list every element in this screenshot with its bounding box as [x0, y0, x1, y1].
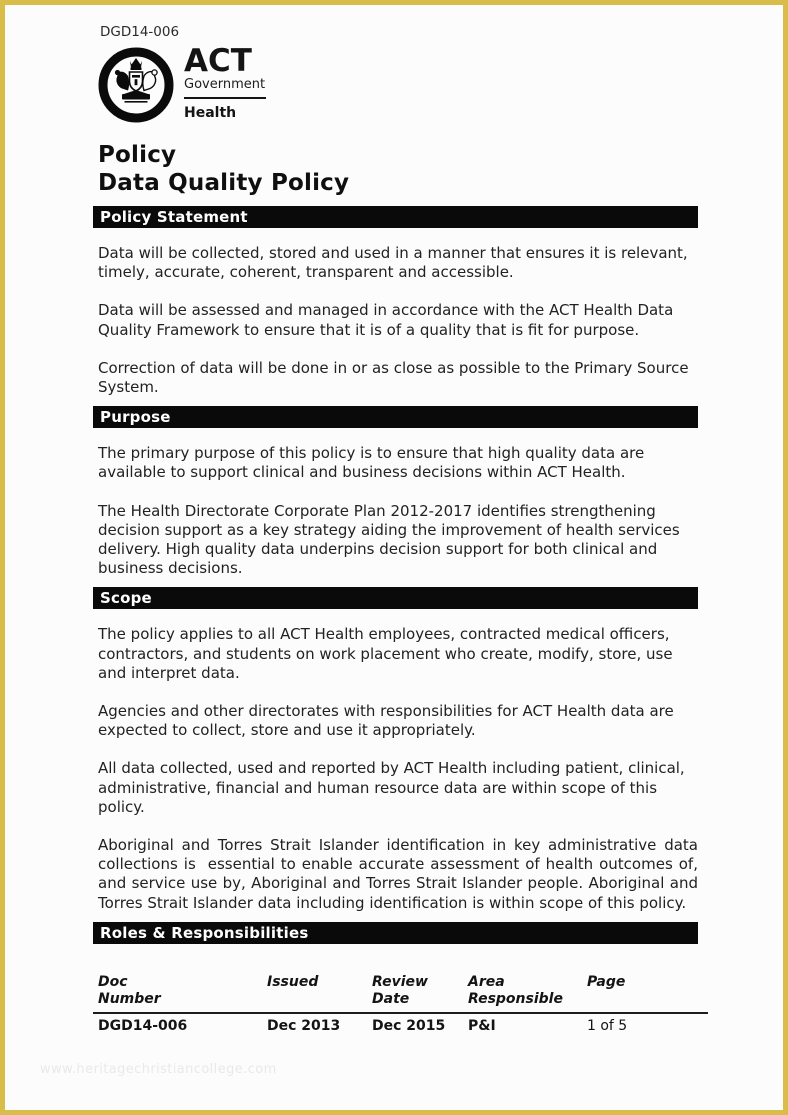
policy-statement-paragraph-3: Correction of data will be done in or as close as possible to the Primary Source System.: [98, 358, 694, 397]
header-area-responsible-line1: Area: [468, 973, 505, 990]
header-doc-number: [98, 974, 267, 1008]
title-policy-name: Data Quality Policy: [98, 170, 350, 196]
logo-government-label: Government: [184, 77, 266, 92]
table-header-row: [93, 974, 698, 1012]
table-value-row: [93, 1014, 698, 1035]
header-area-responsible-line2: Responsible: [468, 990, 563, 1007]
act-health-logo: [97, 45, 698, 125]
section-heading-purpose: Purpose: [93, 406, 698, 428]
section-body-scope: [98, 625, 703, 912]
purpose-paragraph-2: The Health Directorate Corporate Plan 2012-2017 identifies strengthening decision support as a key strategy aiding the improvement of health services delivery. High quality data underpins decision support for both clinical and business decisions.: [98, 501, 685, 578]
section-body-policy-statement: [98, 244, 698, 397]
logo-divider-line: [184, 97, 266, 99]
scope-paragraph-2: Agencies and other directorates with responsibilities for ACT Health data are expected to collect, store and use it appropriately.: [98, 702, 679, 740]
document-content: [93, 5, 703, 1035]
header-area-responsible: [468, 974, 587, 1008]
section-heading-policy-statement: Policy Statement: [93, 206, 698, 228]
header-issued: [267, 974, 372, 1008]
header-issued-line1: Issued: [267, 973, 319, 990]
header-review-date: [372, 974, 468, 1008]
value-issued: Dec 2013: [267, 1017, 341, 1034]
value-review-date: Dec 2015: [372, 1017, 446, 1034]
logo-wordmark: [184, 45, 266, 121]
header-page-line1: Page: [587, 973, 626, 990]
scope-paragraph-3: All data collected, used and reported by ACT Health including patient, clinical, administrative, financial and human resource data are within scope of this policy.: [98, 759, 690, 816]
header-review-date-line2: Date: [372, 990, 410, 1007]
scope-paragraph-4: Aboriginal and Torres Strait Islander identification in key administrative data collections is essential to enable accurate assessment of health outcomes of, and service use by, Aboriginal and Torres Strait Islander people. Aboriginal and Torres Strait Islander data including identification is within scope of this policy.: [98, 836, 703, 912]
header-review-date-line1: Review: [372, 973, 428, 990]
scope-paragraph-1: The policy applies to all ACT Health employees, contracted medical officers, contractors, and students on work placement who create, modify, store, use and interpret data.: [98, 625, 678, 682]
document-control-table: [93, 974, 698, 1035]
title-doc-type: Policy: [98, 142, 177, 168]
section-body-purpose: [98, 444, 698, 578]
section-heading-scope: Scope: [93, 587, 698, 609]
doc-reference-number: DGD14-006: [100, 24, 180, 40]
header-doc-number-line1: Doc: [98, 973, 128, 990]
purpose-paragraph-1: The primary purpose of this policy is to ensure that high quality data are available to support clinical and business decisions within ACT Health.: [98, 444, 649, 482]
logo-org-name: ACT: [184, 43, 252, 79]
value-area-responsible: P&I: [468, 1017, 496, 1034]
header-page: [587, 974, 698, 1008]
watermark-text: www.heritagechristiancollege.com: [40, 1062, 277, 1077]
act-coat-of-arms-icon: [97, 45, 175, 123]
section-heading-roles-responsibilities: Roles & Responsibilities: [93, 922, 698, 944]
document-title: [98, 141, 698, 197]
value-doc-number: DGD14-006: [98, 1017, 188, 1034]
policy-statement-paragraph-2: Data will be assessed and managed in accordance with the ACT Health Data Quality Framework to ensure that it is of a quality that is fit for purpose.: [98, 301, 679, 339]
logo-division-label: Health: [184, 105, 237, 121]
value-page: 1 of 5: [587, 1017, 628, 1034]
header-doc-number-line2: Number: [98, 990, 161, 1007]
policy-statement-paragraph-1: Data will be collected, stored and used in a manner that ensures it is relevant, timely, accurate, coherent, transparent and accessible.: [98, 244, 693, 282]
